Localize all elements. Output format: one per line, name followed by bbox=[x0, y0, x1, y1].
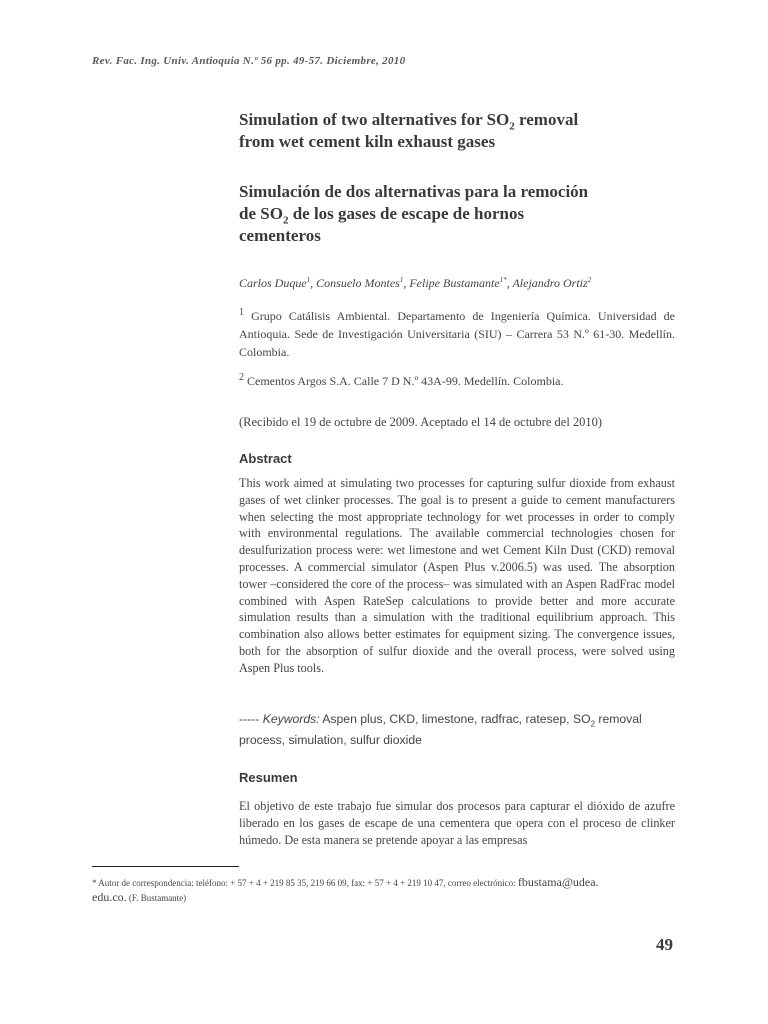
author-list bbox=[239, 276, 591, 291]
keywords-text: Aspen plus, CKD, limestone, radfrac, ratesep, SO bbox=[319, 712, 591, 726]
author-affil-mark: 1 bbox=[306, 276, 311, 284]
author-affil-mark: 2 bbox=[587, 276, 592, 284]
title-spanish bbox=[239, 181, 588, 247]
email-link[interactable]: fbustama@udea. bbox=[517, 875, 599, 889]
title-en-subscript: 2 bbox=[509, 120, 515, 133]
keywords-label: Keywords: bbox=[262, 712, 320, 726]
footnote-text: Autor de correspondencia: teléfono: + 57 + 4 + 219 85 35, 219 66 09, fax: + 57 + 4 + 219 10 47, correo electrónico: bbox=[96, 878, 518, 888]
affiliation-2 bbox=[239, 369, 675, 390]
resumen-heading: Resumen bbox=[239, 770, 298, 785]
affiliation-marker: 1 bbox=[239, 307, 244, 318]
title-es-subscript: 2 bbox=[282, 214, 289, 227]
email-link-continued[interactable]: edu.co. bbox=[92, 890, 127, 904]
journal-header: Rev. Fac. Ing. Univ. Antioquia N.º 56 pp. 49-57. Diciembre, 2010 bbox=[92, 55, 406, 67]
author-affil-mark: 1 bbox=[399, 276, 404, 284]
title-en-line2: from wet cement kiln exhaust gases bbox=[239, 132, 496, 151]
page-number: 49 bbox=[656, 935, 673, 954]
corresponding-author-footnote bbox=[92, 875, 682, 905]
title-es-part1: de SO bbox=[239, 204, 283, 223]
author-name: Felipe Bustamante bbox=[409, 276, 500, 290]
affiliation-text: Grupo Catálisis Ambiental. Departamento de Ingeniería Química. Universidad de Antioquia. Sede de Investigación Universitaria (SIU) – Carrera 53 N.º 61-30. Medellín. Colombia. bbox=[239, 309, 675, 359]
title-es-line1: Simulación de dos alternativas para la remoción bbox=[239, 182, 589, 201]
keywords-subscript: 2 bbox=[590, 719, 596, 729]
title-en-part2: removal bbox=[514, 110, 579, 129]
footnote-divider bbox=[92, 866, 239, 867]
footnote-marker: * bbox=[92, 878, 97, 888]
title-en-part1: Simulation of two alternatives for SO bbox=[239, 110, 510, 129]
keywords-text-2: removal process, simulation, sulfur dioxide bbox=[239, 712, 642, 748]
author-name: Alejandro Ortiz bbox=[512, 276, 588, 290]
resumen-text: El objetivo de este trabajo fue simular dos procesos para capturar el dióxido de azufre liberado en los gases de escape de una cementera que opera con el proceso de clinker húmedo. De esta manera se pretende apoyar a las empresas bbox=[239, 799, 675, 847]
author-affil-mark: 1* bbox=[499, 276, 507, 284]
affiliation-text: Cementos Argos S.A. Calle 7 D N.º 43A-99. Medellín. Colombia. bbox=[244, 374, 564, 388]
author-separator: , bbox=[506, 276, 513, 290]
author-name: Carlos Duque bbox=[239, 276, 307, 290]
title-english bbox=[239, 109, 578, 153]
affiliation-marker: 2 bbox=[239, 372, 244, 383]
footnote-name: (F. Bustamante) bbox=[126, 893, 187, 903]
keywords-prefix: ----- bbox=[239, 712, 263, 726]
title-es-part2: de los gases de escape de hornos bbox=[288, 204, 525, 223]
abstract-heading: Abstract bbox=[239, 451, 292, 466]
affiliation-1 bbox=[239, 304, 675, 361]
author-name: Consuelo Montes bbox=[316, 276, 400, 290]
title-es-line3: cementeros bbox=[239, 226, 321, 245]
keywords bbox=[239, 711, 679, 748]
abstract-text: This work aimed at simulating two processes for capturing sulfur dioxide from exhaust gases of wet clinker processes. The goal is to present a guide to cement manufacturers when selecting the most appropriate technology for wet processes in order to comply with environmental regulations. The available commercial technologies chosen for desulfurization process were: wet limestone and wet Cement Kiln Dust (CKD) removal processes. A commercial simulator (Aspen Plus v.2006.5) was used. The absorption tower –considered the core of the process– was simulated with an Aspen RadFrac model combined with Aspen RateSep calculations to provide better and more accurate simulation results than a simulation with the traditional equilibrium approach. This combination also allows better estimates for equipment sizing. The convergence issues, both for the absorption of sulfur dioxide and the overall process, were solved using Aspen Plus tools. bbox=[239, 476, 675, 675]
received-dates: (Recibido el 19 de octubre de 2009. Aceptado el 14 de octubre del 2010) bbox=[239, 415, 603, 429]
author-separator: , bbox=[403, 276, 410, 290]
author-separator: , bbox=[310, 276, 317, 290]
